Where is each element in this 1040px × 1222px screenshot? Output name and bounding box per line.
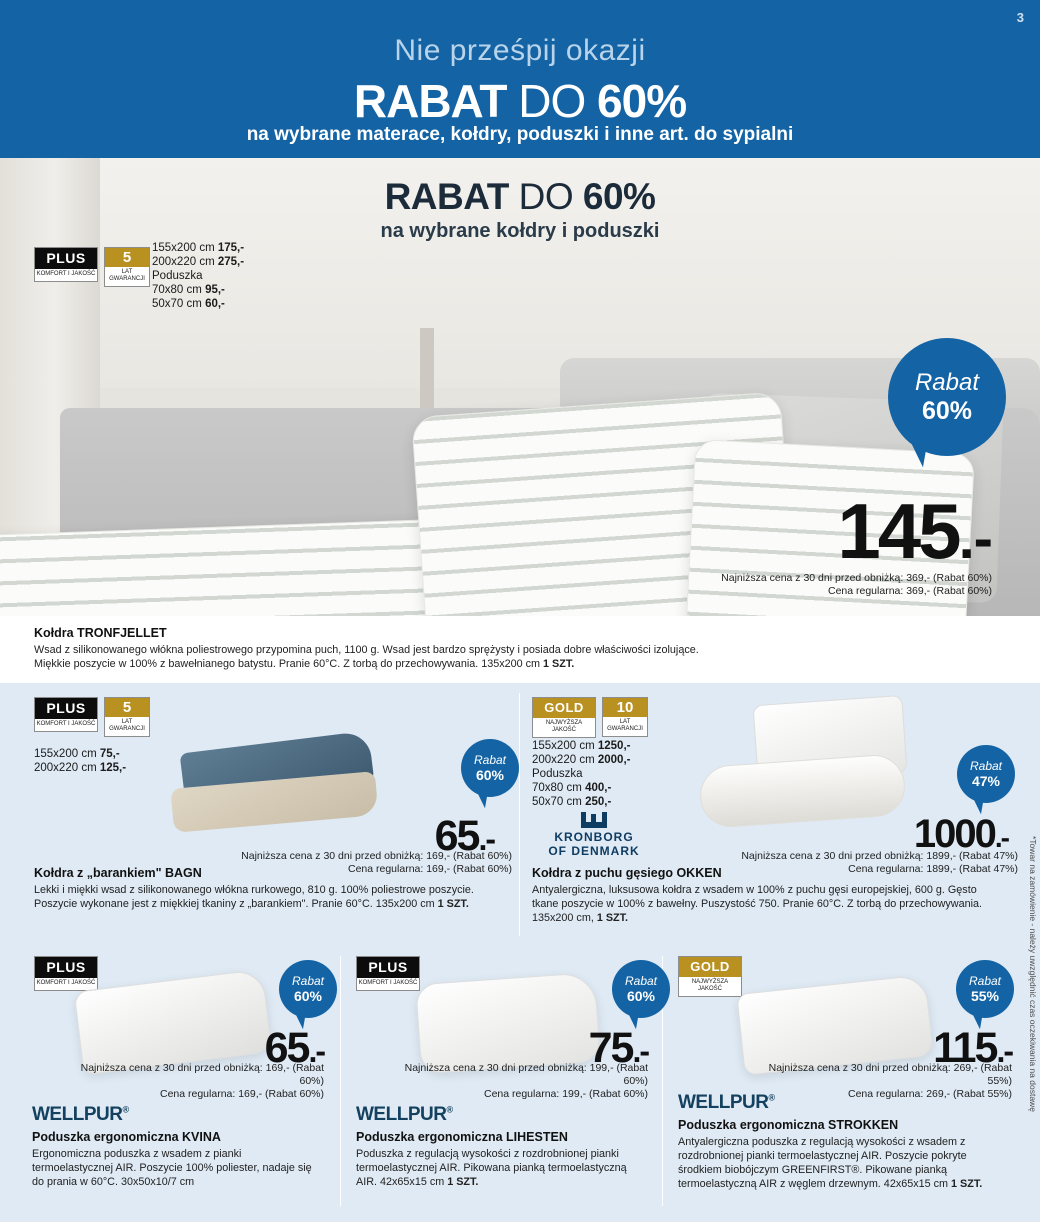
badge-warranty-years: 5 — [105, 248, 149, 267]
badge-gold-label: GOLD — [679, 957, 741, 977]
size-label: 70x80 cm — [532, 782, 582, 794]
badge-plus — [34, 956, 98, 991]
strokken-title: Poduszka ergonomiczna STROKKEN — [678, 1118, 899, 1132]
badge-warranty-sub: LAT GWARANCJI — [607, 719, 643, 732]
hero-badges — [34, 247, 150, 287]
bagn-note-lowest: Najniższa cena z 30 dni przed obniżką: 169,- (Rabat 60%) — [241, 850, 512, 862]
hero-price-value: 145 — [837, 487, 959, 575]
badge-plus — [34, 697, 98, 732]
size-price: 400,- — [585, 782, 612, 794]
strokken-brand-name: WELLPUR — [678, 1092, 769, 1113]
lihesten-note-regular: Cena regularna: 199,- (Rabat 60%) — [483, 1088, 648, 1100]
strokken-note-regular: Cena regularna: 269,- (Rabat 55%) — [847, 1088, 1012, 1100]
banner-headline — [0, 74, 1040, 128]
lihesten-bubble-label: Rabat — [624, 974, 658, 988]
size-price: 250,- — [585, 796, 612, 808]
badge-plus — [356, 956, 420, 991]
kvina-note-lowest: Najniższa cena z 30 dni przed obniżką: 169,- (Rabat 60%) — [80, 1062, 324, 1087]
hero-title-strong: RABAT — [384, 176, 509, 217]
bagn-price-currency: .- — [478, 821, 494, 857]
hero-product-desc-text: Wsad z silikonowanego włókna poliestrowego przypomina puch, 1100 g. Wsad jest bardzo sprężysty i posiada dobre właściwości izolujące. Miękkie poszycie w 100% z bawełnianego batystu. Pranie 60°C. Z torbą do przechowywania. 135x200 cm — [34, 644, 699, 670]
crown-icon — [581, 812, 607, 828]
badge-plus-label: PLUS — [35, 698, 97, 719]
hero-subtitle: na wybrane kołdry i poduszki — [380, 220, 660, 242]
okken-note-regular: Cena regularna: 1899,- (Rabat 47%) — [848, 863, 1018, 875]
size-price: 175,- — [217, 242, 245, 254]
size-label: 50x70 cm — [532, 796, 582, 808]
bagn-bubble-label: Rabat — [473, 753, 507, 767]
banner-headline-percent: 60% — [597, 75, 687, 127]
bagn-note-regular: Cena regularna: 169,- (Rabat 60%) — [347, 863, 512, 875]
kvina-bubble-value: 60% — [293, 988, 323, 1004]
strokken-discount-bubble — [956, 960, 1014, 1018]
size-label: 200x220 cm — [34, 762, 97, 774]
banner-headline-strong: RABAT — [353, 75, 507, 127]
badge-warranty — [104, 247, 150, 287]
badge-warranty — [104, 697, 150, 737]
section-divider — [340, 956, 341, 1206]
size-price: 125,- — [99, 762, 127, 774]
badge-plus-sub: KOMFORT I JAKOŚĆ — [358, 980, 418, 986]
hero-product-title: Kołdra TRONFJELLET — [34, 626, 167, 640]
lihesten-desc — [356, 1147, 648, 1189]
size-label: 200x220 cm — [532, 754, 595, 766]
badge-plus-sub: KOMFORT I JAKOŚĆ — [36, 721, 96, 727]
size-row — [34, 761, 126, 775]
size-label: 200x220 cm — [152, 256, 215, 268]
okken-title: Kołdra z puchu gęsiego OKKEN — [532, 866, 722, 880]
lihesten-discount-bubble — [612, 960, 670, 1018]
kvina-badges — [34, 956, 98, 991]
okken-bubble-label: Rabat — [969, 759, 1003, 773]
lihesten-product-image — [415, 972, 601, 1074]
okken-desc-text: Antyalergiczna, luksusowa kołdra z wsadem w 100% z puchu gęsi europejskiej, 600 g. Gęsto tkane poszycie w 100% z bawełny. Puszystość 750. Pranie 60°C. Z torbą do przechowywania. 135x200 cm, — [532, 884, 983, 924]
okken-desc — [532, 883, 992, 925]
bagn-price-value: 65 — [434, 812, 479, 860]
bagn-size-list — [34, 747, 126, 775]
badge-warranty-sub: LAT GWARANCJI — [109, 269, 145, 282]
bagn-desc-text: Lekki i miękki wsad z silikonowanego włókna rurkowego, 810 g. 100% poliestrowe poszycie. Poszycie wykonane jest z miękkiej tkaniny z „barankiem". Pranie 60°C. 135x200 cm — [34, 884, 474, 910]
size-label: 70x80 cm — [152, 284, 202, 296]
lihesten-badges — [356, 956, 420, 991]
okken-size-list — [532, 739, 630, 809]
bagn-bubble-value: 60% — [475, 767, 505, 783]
size-label: 155x200 cm — [152, 242, 215, 254]
top-promo-banner — [0, 0, 1040, 158]
kvina-brand-name: WELLPUR — [32, 1104, 123, 1125]
section-divider — [519, 693, 520, 936]
strokken-bubble-value: 55% — [970, 988, 1000, 1004]
badge-warranty-sub: LAT GWARANCJI — [109, 719, 145, 732]
kvina-note-regular: Cena regularna: 169,- (Rabat 60%) — [159, 1088, 324, 1100]
kvina-price-value: 65 — [264, 1024, 309, 1072]
size-price: 60,- — [205, 298, 225, 310]
lihesten-price-currency: .- — [632, 1033, 648, 1069]
lihesten-desc-text: Poduszka z regulacją wysokości z rozdrobnionej pianki termoelastycznej AIR. Pikowana pianką termoelastyczną AIR. 42x65x15 cm — [356, 1148, 627, 1188]
okken-rolled-quilt — [698, 753, 907, 829]
okken-qty: 1 SZT. — [596, 912, 629, 924]
bagn-discount-bubble — [461, 739, 519, 797]
okken-badges — [532, 697, 648, 738]
okken-note-lowest: Najniższa cena z 30 dni przed obniżką: 1899,- (Rabat 47%) — [741, 850, 1018, 862]
size-price: 95,- — [205, 284, 225, 296]
lihesten-brand-name: WELLPUR — [356, 1104, 447, 1125]
lihesten-bubble-value: 60% — [626, 988, 656, 1004]
lihesten-title: Poduszka ergonomiczna LIHESTEN — [356, 1130, 568, 1144]
strokken-price-currency: .- — [996, 1033, 1012, 1069]
okken-product-info — [532, 866, 992, 925]
hero-size-list — [152, 241, 244, 311]
lihesten-price-value: 75 — [588, 1024, 633, 1072]
strokken-desc — [678, 1135, 998, 1191]
size-row — [532, 795, 630, 809]
badge-plus-label: PLUS — [35, 248, 97, 269]
size-row — [152, 269, 244, 283]
hero-product-info — [34, 626, 734, 671]
hero-product-desc — [34, 643, 734, 671]
hero-bubble-label: Rabat — [914, 368, 980, 396]
bagn-product-image — [172, 742, 382, 826]
lihesten-qty: 1 SZT. — [447, 1176, 479, 1188]
size-label: 155x200 cm — [532, 740, 595, 752]
size-row — [34, 747, 126, 761]
page-number: 3 — [1016, 10, 1024, 25]
badge-plus-label: PLUS — [35, 957, 97, 978]
size-row — [532, 739, 630, 753]
badge-warranty-years: 5 — [105, 698, 149, 717]
bagn-badges — [34, 697, 150, 737]
lihesten-note-lowest: Najniższa cena z 30 dni przed obniżką: 199,- (Rabat 60%) — [404, 1062, 648, 1087]
hero-discount-bubble — [888, 338, 1006, 456]
badge-plus — [34, 247, 98, 282]
kvina-product-info — [32, 1130, 324, 1189]
strokken-qty: 1 SZT. — [951, 1178, 983, 1190]
strokken-bubble-label: Rabat — [968, 974, 1002, 988]
hero-title — [0, 176, 1040, 218]
okken-product-image — [700, 700, 915, 830]
bagn-product-info — [34, 866, 504, 911]
lihesten-price-notes — [388, 1062, 648, 1101]
bagn-title: Kołdra z „barankiem" BAGN — [34, 866, 202, 880]
size-row — [532, 767, 630, 781]
size-row — [152, 255, 244, 269]
badge-gold-sub: NAJWYŻSZA JAKOŚĆ — [545, 720, 583, 733]
kvina-discount-bubble — [279, 960, 337, 1018]
kvina-desc: Ergonomiczna poduszka z wsadem z pianki termoelastycznej AIR. Poszycie 100% poliester, nadaje się do prania w 60°C. 30x50x10/7 cm — [32, 1148, 312, 1188]
size-row — [152, 241, 244, 255]
hero-title-percent: 60% — [582, 176, 656, 217]
kronborg-sub: OF DENMARK — [548, 844, 640, 858]
badge-gold-sub: NAJWYŻSZA JAKOŚĆ — [691, 979, 729, 992]
badge-plus-sub: KOMFORT I JAKOŚĆ — [36, 271, 96, 277]
okken-price-value: 1000 — [913, 812, 995, 856]
badge-gold — [532, 697, 596, 738]
lihesten-product-info — [356, 1130, 648, 1189]
size-label: Poduszka — [532, 768, 583, 780]
size-label: Poduszka — [152, 270, 203, 282]
bagn-desc — [34, 883, 504, 911]
kvina-price-notes — [64, 1062, 324, 1101]
badge-warranty — [602, 697, 648, 737]
hero-title-light: DO — [518, 176, 574, 217]
kvina-bubble-label: Rabat — [291, 974, 325, 988]
badge-gold-label: GOLD — [533, 698, 595, 718]
badge-gold — [678, 956, 742, 997]
okken-bubble-value: 47% — [971, 773, 1001, 789]
hero-price-notes — [472, 572, 992, 598]
banner-subline: na wybrane materace, kołdry, poduszki i inne art. do sypialni — [246, 124, 794, 145]
size-price: 2000,- — [597, 754, 631, 766]
banner-tagline: Nie prześpij okazji — [394, 34, 646, 67]
size-price: 1250,- — [597, 740, 631, 752]
hero-product-qty: 1 SZT. — [543, 658, 575, 670]
strokken-badges — [678, 956, 742, 997]
strokken-price-notes — [752, 1062, 1012, 1101]
hero-note-regular: Cena regularna: 369,- (Rabat 60%) — [827, 585, 992, 597]
badge-warranty-years: 10 — [603, 698, 647, 717]
badge-plus-label: PLUS — [357, 957, 419, 978]
lihesten-brand: WELLPUR® — [356, 1104, 453, 1125]
bagn-qty: 1 SZT. — [437, 898, 469, 910]
badge-plus-sub: KOMFORT I JAKOŚĆ — [36, 980, 96, 986]
banner-headline-light: DO — [518, 75, 586, 127]
strokken-note-lowest: Najniższa cena z 30 dni przed obniżką: 269,- (Rabat 55%) — [768, 1062, 1012, 1087]
kronborg-name: KRONBORG — [554, 830, 634, 844]
strokken-price-value: 115 — [933, 1024, 997, 1072]
size-row — [532, 753, 630, 767]
hero-bubble-value: 60% — [921, 396, 973, 425]
hero-note-lowest: Najniższa cena z 30 dni przed obniżką: 369,- (Rabat 60%) — [721, 572, 992, 584]
hero-price — [837, 486, 992, 577]
okken-discount-bubble — [957, 745, 1015, 803]
size-label: 50x70 cm — [152, 298, 202, 310]
strokken-brand: WELLPUR® — [678, 1092, 775, 1113]
hero-price-currency: .- — [958, 506, 992, 571]
kvina-price-currency: .- — [308, 1033, 324, 1069]
strokken-product-info — [678, 1118, 998, 1191]
kvina-brand: WELLPUR® — [32, 1104, 129, 1125]
kvina-title: Poduszka ergonomiczna KVINA — [32, 1130, 221, 1144]
side-disclaimer: *Towar na zamówienie - należy uwzględnić czas oczekiwania na dostawę — [1028, 836, 1038, 1112]
size-row — [152, 283, 244, 297]
strokken-desc-text: Antyalergiczna poduszka z regulacją wysokości z wsadem z rozdrobnionej pianki termoelastycznej AIR. Poszycie pokryte środkiem biobójczym GREENFIRST®. Pikowane pianką termoelastyczną AIR z węglem drzewnym. 42x65x15 cm — [678, 1136, 967, 1190]
size-row — [532, 781, 630, 795]
size-label: 155x200 cm — [34, 748, 97, 760]
size-row — [152, 297, 244, 311]
size-price: 75,- — [99, 748, 120, 760]
okken-price-currency: .- — [994, 822, 1008, 853]
size-price: 275,- — [217, 256, 245, 268]
